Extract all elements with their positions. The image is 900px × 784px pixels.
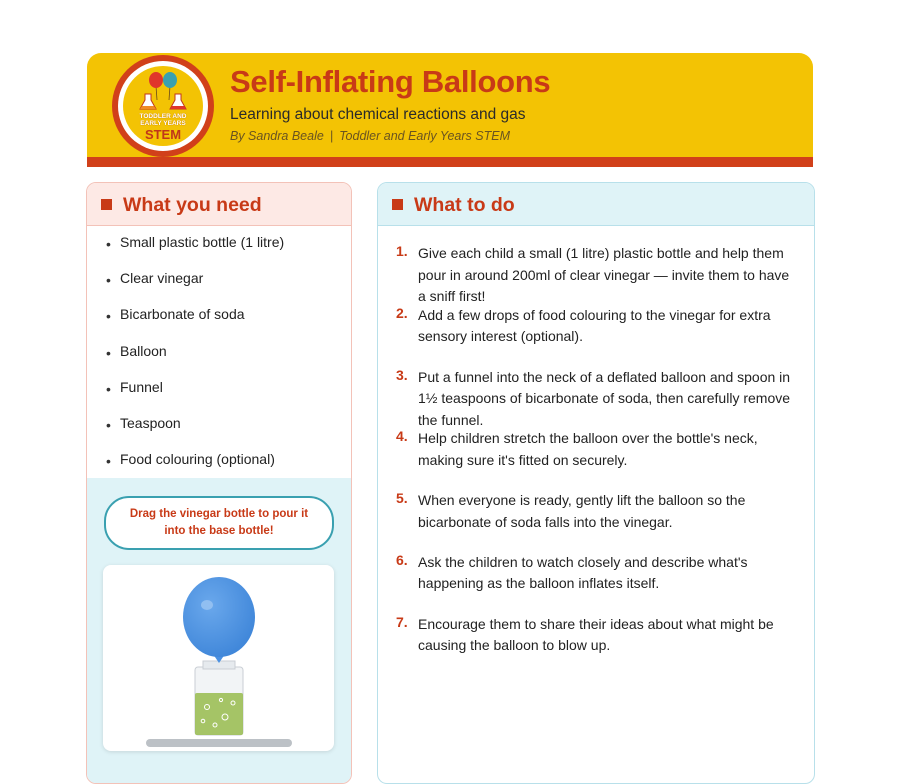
step-item	[378, 552, 814, 614]
step-number: 1.	[396, 243, 408, 259]
square-bullet-icon	[101, 199, 112, 210]
bullet-icon: •	[106, 416, 111, 433]
balloon	[183, 577, 255, 663]
list-item: • Small plastic bottle (1 litre)	[106, 234, 285, 252]
bullet-icon: •	[106, 236, 111, 252]
step-item	[378, 243, 814, 305]
step-number: 7.	[396, 613, 408, 630]
series-name: Toddler and Early Years STEM	[339, 129, 510, 143]
what-to-do-header	[378, 183, 814, 226]
experiment-stage[interactable]	[103, 565, 334, 751]
what-you-need-title: What you need	[123, 194, 262, 216]
bullet-icon: •	[106, 272, 111, 289]
step-item	[378, 428, 814, 490]
step-number: 5.	[396, 490, 408, 507]
list-item: • Food colouring (optional)	[106, 451, 275, 470]
step-text: Put a funnel into the neck of a deflated balloon and spoon in 1½ teaspoons of bicarbonate of soda, then carefully remove the funnel.	[418, 368, 791, 428]
list-item: • Bicarbonate of soda	[106, 306, 245, 325]
stage-shelf	[146, 739, 292, 747]
page-subtitle: Learning about chemical reactions and gas	[230, 106, 526, 123]
step-item	[378, 305, 814, 367]
step-item	[378, 614, 814, 676]
list-item: • Funnel	[106, 378, 163, 397]
step-number: 6.	[396, 551, 408, 568]
logo-text-stem: STEM	[144, 127, 182, 142]
list-item: • Balloon	[106, 342, 167, 361]
step-number: 2.	[396, 304, 408, 321]
step-number: 3.	[396, 366, 408, 383]
steps-list	[378, 243, 814, 676]
byline-separator: |	[329, 129, 334, 143]
activity-area	[87, 478, 351, 783]
step-text: Encourage them to share their ideas about what might be causing the balloon to blow up.	[418, 615, 774, 654]
step-item	[378, 367, 814, 429]
list-item: • Teaspoon	[106, 414, 181, 433]
materials-list	[87, 234, 351, 487]
drag-hint: Drag the vinegar bottle to pour it into the base bottle!	[104, 496, 334, 550]
bullet-icon: •	[106, 344, 111, 361]
logo-text-top: TODDLER AND EARLY YEARS	[139, 113, 187, 127]
step-item	[378, 490, 814, 552]
bullet-icon: •	[106, 380, 111, 397]
page-title: Self-Inflating Balloons	[230, 64, 551, 99]
square-bullet-icon	[392, 199, 403, 210]
header-strip	[87, 157, 813, 167]
step-text: When everyone is ready, gently lift the balloon so the bicarbonate of soda falls into the vinegar.	[418, 492, 746, 530]
step-text: Add a few drops of food colouring to the vinegar for extra sensory interest (optional).	[418, 306, 771, 345]
what-to-do-panel	[377, 182, 815, 784]
what-you-need-panel	[86, 182, 352, 784]
list-item: • Clear vinegar	[106, 270, 204, 289]
base-bottle[interactable]	[195, 661, 243, 735]
step-text: Give each child a small (1 litre) plastic bottle and help them pour in around 200ml of clear vinegar — invite them to have a sniff first!	[418, 245, 790, 304]
byline	[230, 129, 510, 143]
bullet-icon: •	[106, 453, 111, 470]
what-to-do-title: What to do	[414, 194, 515, 216]
step-text: Help children stretch the balloon over the bottle's neck, making sure it's fitted on securely.	[418, 430, 758, 468]
bullet-icon: •	[106, 308, 111, 325]
step-text: Ask the children to watch closely and describe what's happening as the balloon inflates itself.	[418, 553, 748, 592]
what-you-need-header	[87, 183, 351, 226]
author-name: By Sandra Beale	[230, 129, 324, 143]
step-number: 4.	[396, 428, 408, 445]
stem-logo	[112, 55, 214, 157]
